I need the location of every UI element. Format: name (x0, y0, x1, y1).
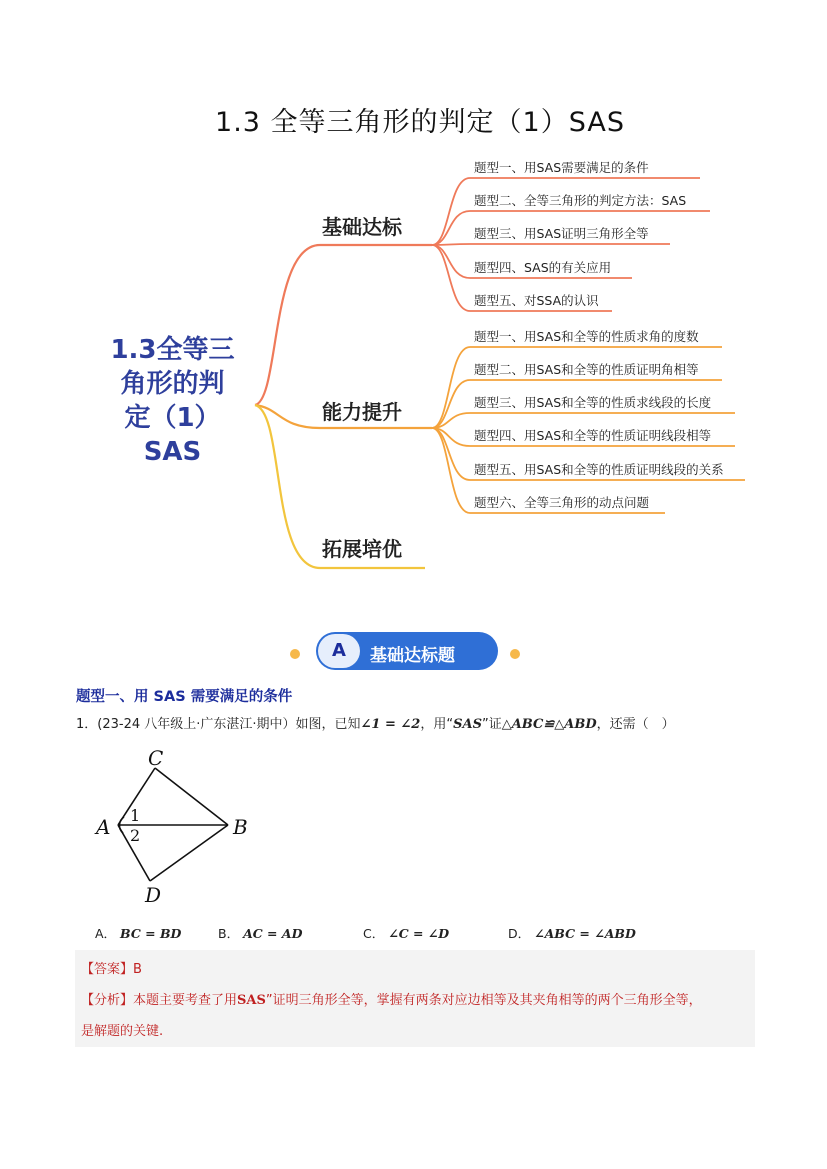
leaf-adv-2: 题型二、用SAS和全等的性质证明角相等 (474, 362, 699, 377)
leaf-adv-4: 题型四、用SAS和全等的性质证明线段相等 (474, 428, 712, 443)
label-D: D (145, 883, 162, 907)
answer-line (81, 958, 142, 977)
analysis-text-1: ”证明三角形全等，掌握有两条对应边相等及其夹角相等的两个三角形全等， (265, 993, 702, 1008)
analysis-sas: SAS (237, 993, 266, 1008)
label-B: B (233, 815, 248, 839)
root-line-1: 1.3全等三 (110, 335, 235, 365)
leaf-basic-1: 题型一、用SAS需要满足的条件 (474, 160, 649, 175)
question-1 (76, 713, 675, 732)
analysis-line-2: 是解题的关键. (81, 1024, 164, 1039)
geometry-figure (90, 745, 260, 910)
branch-basic: 基础达标 (322, 215, 402, 239)
label-angle-1: 1 (130, 806, 141, 825)
label-angle-2: 2 (130, 826, 141, 845)
leaf-basic-4: 题型四、SAS的有关应用 (474, 260, 612, 275)
root-line-4: SAS (143, 437, 202, 467)
option-a-key: A． (95, 926, 117, 941)
question-target: △ABC≌△ABD (501, 717, 597, 732)
option-d-key: D． (508, 926, 531, 941)
label-C: C (148, 746, 164, 770)
option-c (363, 924, 449, 942)
leaf-adv-1: 题型一、用SAS和全等的性质求角的度数 (474, 329, 699, 344)
page-title: 1.3 全等三角形的判定（1）SAS (215, 107, 625, 138)
leaf-basic-2: 题型二、全等三角形的判定方法：SAS (474, 193, 687, 208)
leaf-adv-3: 题型三、用SAS和全等的性质求线段的长度 (474, 395, 712, 410)
option-b-key: B． (218, 926, 240, 941)
branch-extension: 拓展培优 (322, 537, 402, 561)
question-prefix: 1．(23-24 八年级上·广东湛江·期中）如图，已知 (76, 717, 361, 732)
question-mid2: ”证 (481, 717, 502, 732)
option-c-key: C． (363, 926, 385, 941)
option-b-value: AC = AD (243, 926, 303, 941)
question-type-heading: 题型一、用 SAS 需要满足的条件 (76, 689, 293, 705)
section-label: 基础达标题 (370, 646, 455, 666)
leaf-adv-6: 题型六、全等三角形的动点问题 (474, 495, 650, 510)
analysis-label: 【分析】 (81, 993, 134, 1008)
option-c-value: ∠C = ∠D (388, 926, 450, 941)
option-d (508, 924, 636, 942)
section-banner (230, 628, 600, 674)
option-a (95, 924, 181, 942)
option-d-value: ∠ABC = ∠ABD (534, 926, 636, 941)
leaf-adv-5: 题型五、用SAS和全等的性质证明线段的关系 (474, 462, 724, 477)
question-mid: ，用“ (420, 717, 454, 732)
option-b (218, 924, 302, 942)
connector-root-branch1 (255, 245, 432, 405)
section-letter: A (332, 640, 346, 661)
question-condition: ∠1 = ∠2 (360, 717, 421, 732)
question-sas: SAS (453, 717, 482, 732)
root-line-3: 定（1） (124, 403, 221, 433)
root-line-2: 角形的判 (120, 369, 225, 399)
label-A: A (96, 815, 111, 839)
answer-label: 【答案】 (81, 962, 134, 977)
question-suffix: ，还需（ ） (596, 717, 675, 732)
leaf-basic-5: 题型五、对SSA的认识 (474, 293, 599, 308)
mind-map-root (100, 333, 245, 469)
answer-value: B (133, 962, 142, 977)
analysis-line-1 (81, 989, 702, 1008)
branch-advanced: 能力提升 (322, 400, 402, 424)
leaf-basic-3: 题型三、用SAS证明三角形全等 (474, 226, 649, 241)
option-a-value: BC = BD (120, 926, 182, 941)
analysis-pre: 本题主要考查了用 (133, 993, 238, 1008)
answer-box (75, 950, 755, 1047)
